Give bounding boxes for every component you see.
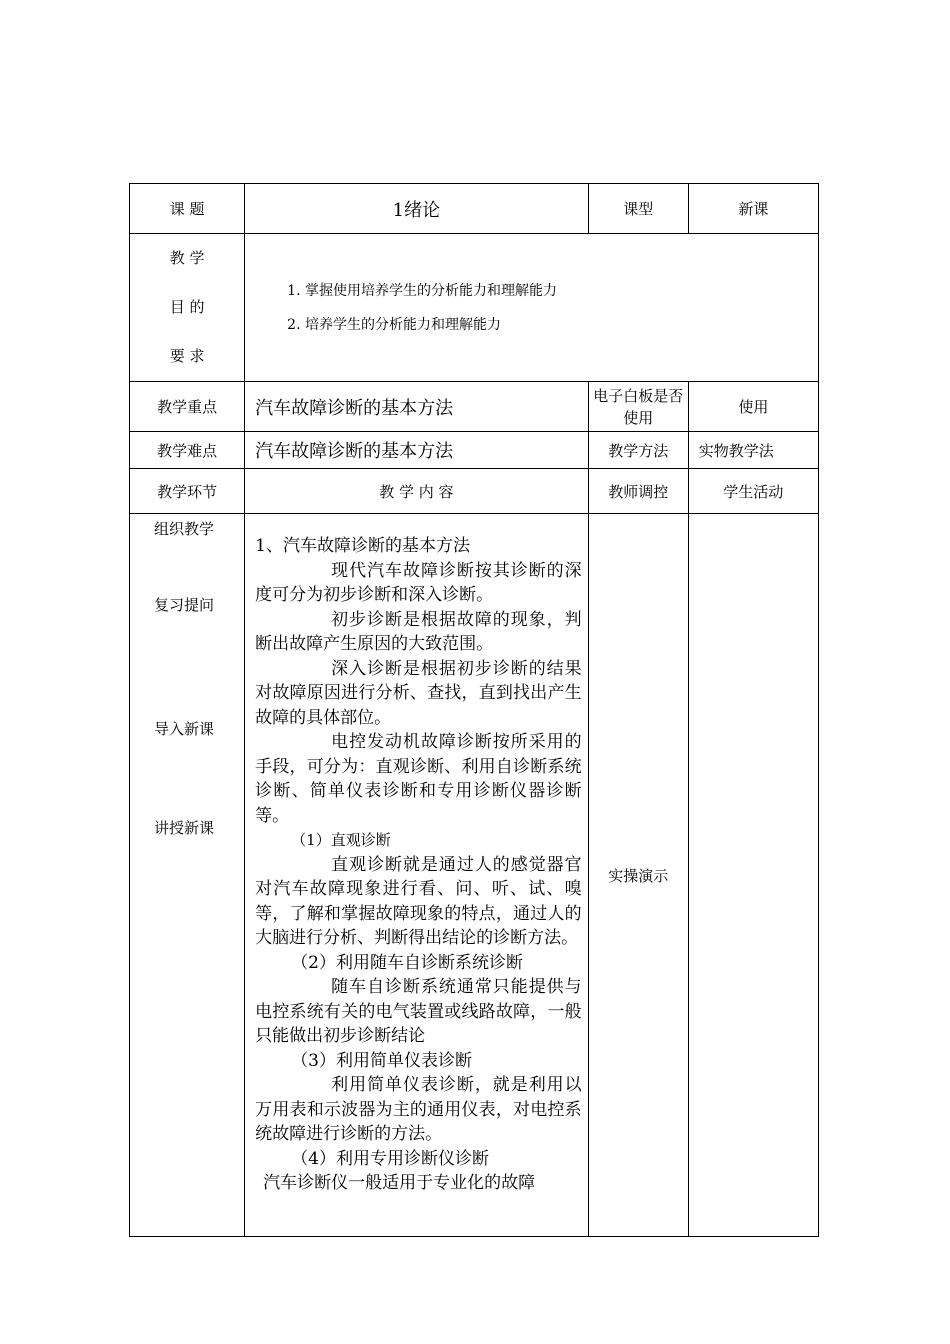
goals-list [245,234,819,382]
content-subheading: （1）直观诊断 [291,831,391,849]
content-paragraph: 随车自诊断系统通常只能提供与电控系统有关的电气装置或线路故障，一般只能做出初步诊断结论 [255,977,582,1046]
key-point-label: 教学重点 [130,382,245,432]
key-point-row [130,382,819,432]
content-subheading: （2）利用随车自诊断系统诊断 [291,952,523,973]
content-paragraph: 电控发动机故障诊断按所采用的手段，可分为：直观诊断、利用自诊断系统诊断、简单仪表诊断和专用诊断仪器诊断等。 [255,732,582,826]
lesson-plan-table [129,183,819,1237]
student-activity [688,514,818,1237]
stage-item: 复习提问 [154,596,215,614]
goal-item: 1. 掌握使用培养学生的分析能力和理解能力 [287,282,557,299]
goal-item: 2. 培养学生的分析能力和理解能力 [287,316,501,333]
content-paragraph: 现代汽车故障诊断按其诊断的深度可分为初步诊断和深入诊断。 [255,560,582,605]
goals-label: 教 学 目 的 要 求 [130,234,245,382]
content-paragraph: 初步诊断是根据故障的现象，判断出故障产生原因的大致范围。 [255,609,582,654]
content-paragraph: 利用简单仪表诊断，就是利用以万用表和示波器为主的通用仪表，对电控系统故障进行诊断的方法。 [255,1075,582,1144]
topic-label: 课 题 [130,184,245,234]
content-heading: 1、汽车故障诊断的基本方法 [255,536,470,556]
goals-row [130,234,819,382]
difficulty-value: 汽车故障诊断的基本方法 [245,432,588,469]
column-header-row [130,469,819,514]
whiteboard-value: 使用 [688,382,818,432]
content-column-header: 教 学 内 容 [245,469,588,514]
stage-item: 讲授新课 [154,819,215,837]
key-point-value: 汽车故障诊断的基本方法 [245,382,588,432]
lesson-content [245,514,588,1237]
main-content-row [130,514,819,1237]
content-paragraph: 深入诊断是根据初步诊断的结果对故障原因进行分析、查找，直到找出产生故障的具体部位。 [255,658,582,728]
student-column-header: 学生活动 [688,469,818,514]
type-label: 课型 [588,184,688,234]
whiteboard-label: 电子白板是否使用 [588,382,688,432]
stage-column-header: 教学环节 [130,469,245,514]
difficulty-label: 教学难点 [130,432,245,469]
type-value: 新课 [688,184,818,234]
method-label: 教学方法 [588,432,688,469]
stage-item: 组织教学 [154,520,215,538]
content-paragraph: 汽车诊断仪一般适用于专业化的故障 [263,1173,536,1193]
content-subheading: （4）利用专用诊断仪诊断 [291,1148,489,1169]
teacher-control: 实操演示 [588,514,688,1237]
stage-item: 导入新课 [154,720,215,738]
difficulty-row [130,432,819,469]
method-value: 实物教学法 [688,432,818,469]
content-subheading: （3）利用简单仪表诊断 [291,1050,472,1071]
topic-row [130,184,819,234]
teacher-column-header: 教师调控 [588,469,688,514]
topic-value: 1绪论 [245,184,588,234]
stage-list [130,514,245,1237]
content-paragraph: 直观诊断就是通过人的感觉器官对汽车故障现象进行看、问、听、试、嗅等，了解和掌握故障现象的特点，通过人的大脑进行分析、判断得出结论的诊断方法。 [255,854,582,948]
